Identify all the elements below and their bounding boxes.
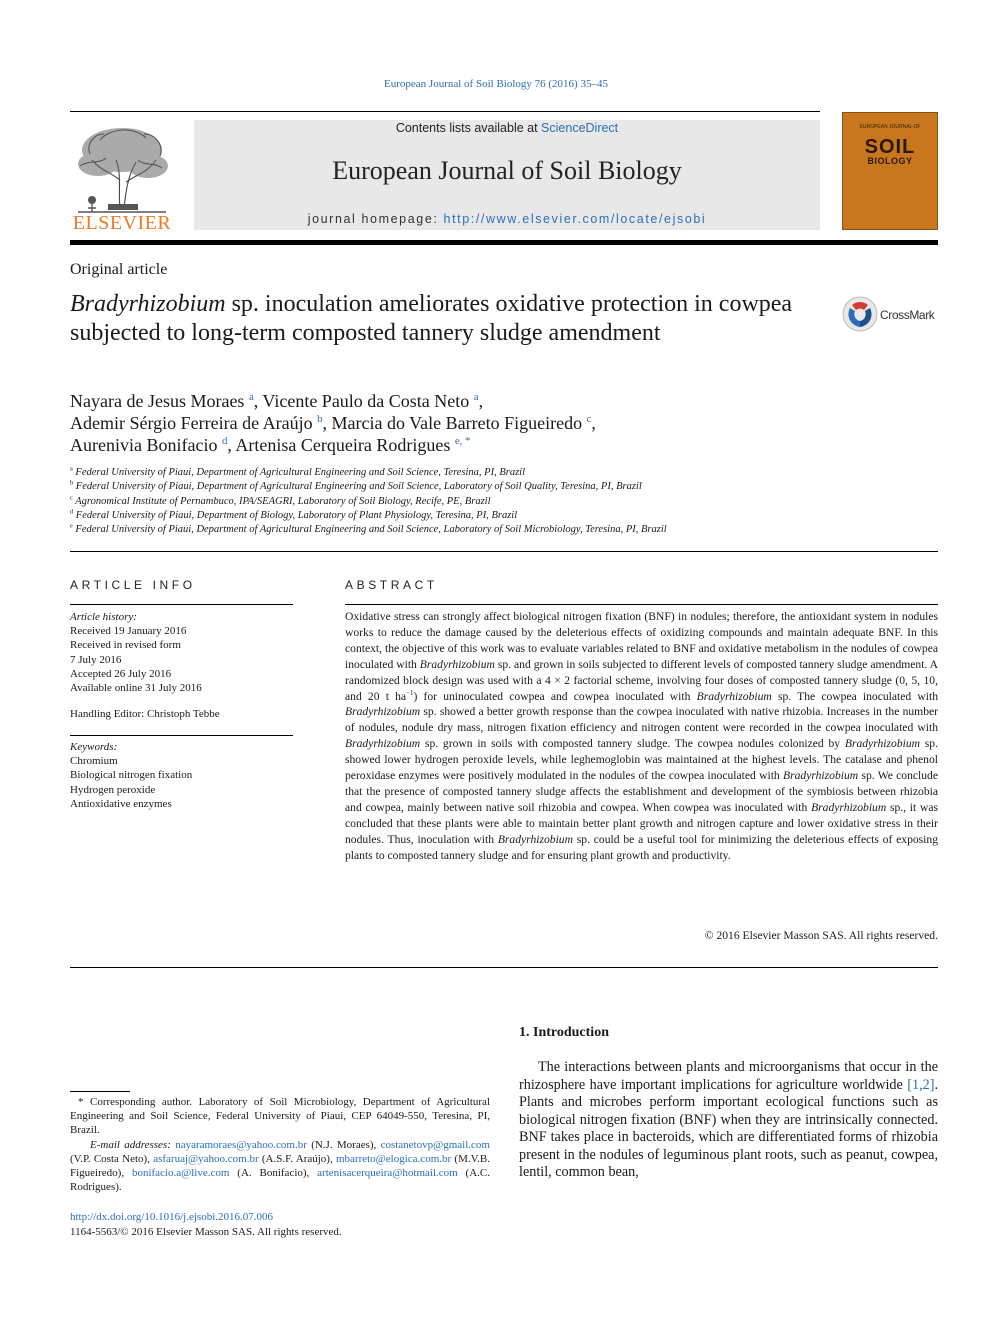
author-name[interactable]: Nayara de Jesus Moraes	[70, 391, 245, 411]
author-list	[70, 390, 810, 456]
email-owner: (N.J. Moraes),	[306, 1138, 381, 1151]
abstract-heading: ABSTRACT	[345, 578, 438, 592]
intro-segment: The interactions between plants and microorganisms that occur in the rhizosphere have important implications for agriculture worldwide	[519, 1059, 938, 1093]
citation-link[interactable]: [1,2]	[907, 1076, 935, 1093]
corresponding-author-footnote	[70, 1095, 490, 1194]
author-separator: ,	[478, 391, 484, 411]
keywords-rule	[70, 735, 293, 736]
history-item: Accepted 26 July 2016	[70, 667, 172, 680]
author-name[interactable]: Vicente Paulo da Costa Neto	[262, 391, 470, 411]
article-history	[70, 610, 293, 695]
abstract-copyright: © 2016 Elsevier Masson SAS. All rights reserved.	[704, 929, 938, 942]
email-link[interactable]: artenisacerqueira@hotmail.com	[317, 1167, 458, 1180]
abstract-genus: Bradyrhizobium	[811, 800, 887, 814]
author-separator: ,	[322, 413, 332, 433]
article-type: Original article	[70, 261, 168, 278]
affiliation-text: Federal University of Piaui, Department of Agricultural Engineering and Soil Science, Teresina, PI, Brazil	[75, 467, 526, 478]
abstract-segment: sp. showed a better growth response than the cowpea inoculated with native rhizobia. Increases in the number of nodules, nodule dry mass, nitrogen fixation efficiency and nitrogen content were recorded in the cowpea inoculated with	[345, 705, 938, 735]
cover-subtitle: BIOLOGY	[867, 156, 913, 166]
keyword-item: Chromium	[70, 755, 118, 768]
doi-link[interactable]: http://dx.doi.org/10.1016/j.ejsobi.2016.07.006	[70, 1211, 273, 1223]
abstract-genus: Bradyrhizobium	[497, 832, 573, 846]
author-affiliation-mark[interactable]: b	[317, 413, 323, 425]
author-affiliation-mark[interactable]: d	[221, 435, 228, 447]
author-affiliation-mark[interactable]: a	[248, 391, 254, 403]
journal-reference-link[interactable]: European Journal of Soil Biology 76 (2016) 35–45	[384, 78, 608, 90]
email-owner: (A.C. Rodrigues).	[70, 1167, 491, 1194]
handling-editor: Handling Editor: Christoph Tebbe	[70, 708, 220, 720]
abstract-segment: sp. We conclude that the presence of composted tannery sludge affects the establishment and development of the symbiosis between rhizobia and cowpea, mainly between native soil rhizobia and cowpea. When cowpea was inoculated with	[345, 769, 939, 814]
affiliation-text: Federal University of Piaui, Department of Biology, Laboratory of Plant Physiology, Teresina, PI, Brazil	[75, 509, 518, 521]
abstract-segment: sp. and grown in soils subjected to different levels of composted tannery sludge amendment. A randomized block design was used with a 4 × 2 factorial scheme, involving four doses of composted tannery sludge (0, 5, 10, and 20 t ha	[345, 657, 938, 703]
email-link[interactable]: costanetovp@gmail.com	[380, 1138, 490, 1151]
affiliation-item	[70, 466, 930, 480]
email-owner: (A.S.F. Araújo),	[258, 1152, 336, 1165]
sciencedirect-link[interactable]: ScienceDirect	[541, 121, 619, 135]
title-genus: Bradyrhizobium	[70, 291, 226, 317]
homepage-link[interactable]: http://www.elsevier.com/locate/ejsobi	[443, 212, 707, 226]
affiliations	[70, 466, 930, 537]
email-link[interactable]: mbarreto@elogica.com.br	[335, 1152, 452, 1165]
abstract-rule	[345, 604, 938, 605]
section-rule	[70, 551, 938, 552]
history-item: Received 19 January 2016	[70, 625, 187, 638]
introduction-text	[519, 1059, 938, 1182]
footnote-star: *	[78, 1096, 90, 1108]
history-item: Available online 31 July 2016	[70, 682, 202, 695]
author-affiliation-mark[interactable]: c	[586, 413, 592, 425]
journal-title: European Journal of Soil Biology	[332, 156, 682, 185]
email-label: E-mail addresses:	[90, 1138, 171, 1151]
history-item: 7 July 2016	[70, 653, 122, 666]
affiliation-text: Federal University of Piaui, Department of Agricultural Engineering and Soil Science, Laboratory of Soil Microbiology, Teresina, PI, Brazil	[75, 524, 667, 536]
abstract-segment: sp. showed lower hydrogen peroxide levels, while leghemoglobin was maintained at the highest levels. The catalase and phenol peroxidase enzymes were positively modulated in the nodules of the cowpea inoculated with	[345, 737, 938, 783]
crossmark-label[interactable]: CrossMark	[880, 308, 935, 322]
abstract-genus: Bradyrhizobium	[345, 705, 421, 719]
keywords	[70, 740, 293, 811]
history-item: Received in revised form	[70, 639, 181, 652]
abstract-genus: Bradyrhizobium	[696, 689, 772, 703]
keywords-label: Keywords:	[70, 741, 118, 753]
article-title	[70, 290, 810, 348]
history-label: Article history:	[70, 611, 137, 623]
cover-title: SOIL	[864, 136, 916, 158]
abstract-segment: Oxidative stress can strongly affect biological nitrogen fixation (BNF) in nodules; therefore, the antioxidant system in nodules works to reduce the damage caused by the deleterious effects of oxidizing compounds and maintain adequate BNF. In this context, the objective of this work was to evaluate variables related to BNF and oxidative metabolism in the nodules of cowpea inoculated with	[345, 610, 938, 671]
abstract-genus: Bradyrhizobium	[345, 737, 421, 751]
author-affiliation-mark[interactable]: a	[473, 391, 479, 403]
abstract-genus: Bradyrhizobium	[419, 657, 495, 671]
affiliation-text: Federal University of Piaui, Department of Agricultural Engineering and Soil Science, Laboratory of Soil Quality, Teresina, PI, Brazil	[75, 481, 642, 493]
masthead-thick-rule	[70, 240, 938, 245]
affiliation-mark: a	[70, 465, 73, 473]
email-owner: (V.P. Costa Neto),	[70, 1152, 154, 1165]
affiliation-item	[70, 480, 930, 494]
abstract-segment: sp., it was concluded that these plants were able to maintain better plant growth and nitrogen capture and lower oxidative stress in their nodules. Thus, inoculation with	[345, 800, 938, 846]
abstract-segment: sp. could be a useful tool for minimizing the deleterious effects of exposing plants to composted tannery sludge and for ensuring plant growth and productivity.	[345, 832, 938, 862]
unit-exponent: −1	[406, 688, 414, 697]
abstract-segment: sp. The cowpea inoculated with	[771, 689, 938, 703]
abstract-segment: sp. grown in soils with composted tannery sludge. The cowpea nodules colonized by	[420, 737, 845, 751]
affiliation-item	[70, 495, 930, 509]
body-rule	[70, 967, 938, 968]
email-link[interactable]: asfaruaj@yahoo.com.br	[153, 1152, 259, 1165]
author-name[interactable]: Aurenivia Bonifacio	[70, 435, 218, 455]
abstract-genus: Bradyrhizobium	[783, 769, 859, 783]
abstract-text	[345, 609, 938, 864]
issn-line: 1164-5563/© 2016 Elsevier Masson SAS. All rights reserved.	[70, 1226, 342, 1238]
email-owner: (A. Bonifacio),	[229, 1167, 318, 1180]
crossmark-icon[interactable]	[842, 296, 878, 332]
corresponding-author-note	[70, 1095, 490, 1138]
intro-segment: . Plants and microbes perform important ecological functions such as biological nitrogen fixation (BNF) when they are intrinsically connected. BNF takes place in bacteroids, which are differentiated forms of rhizobia present in the nodules of leguminous plant roots, such as peanut, cowpea, lentil, common bean,	[519, 1076, 938, 1180]
abstract-segment: ) for uninoculated cowpea and cowpea inoculated with	[413, 689, 697, 703]
article-info-heading: ARTICLE INFO	[70, 578, 196, 592]
affiliation-mark: e	[70, 522, 73, 530]
author-separator: ,	[591, 413, 596, 433]
header-rule	[70, 111, 820, 112]
introduction-heading: 1. Introduction	[519, 1025, 609, 1040]
author-separator: ,	[227, 435, 236, 455]
keyword-item: Hydrogen peroxide	[70, 783, 156, 796]
affiliation-text: Agronomical Institute of Pernambuco, IPA/SEAGRI, Laboratory of Soil Biology, Recife, PE, Brazil	[75, 495, 491, 507]
author-separator: ,	[253, 391, 263, 411]
keyword-item: Antioxidative enzymes	[70, 797, 172, 810]
contents-prefix: Contents lists available at	[395, 121, 542, 135]
corresponding-author-text: Corresponding author. Laboratory of Soil Microbiology, Department of Agricultural Engineering and Soil Science, Federal University of Piaui, CEP 64049-550, Teresina, PI, Brazil.	[70, 1096, 490, 1137]
homepage-label: journal homepage:	[307, 212, 444, 226]
affiliation-mark: c	[70, 494, 73, 502]
journal-homepage-line	[194, 212, 820, 226]
title-rest: sp. inoculation ameliorates oxidative protection in cowpea subjected to long-term composted tannery sludge amendment	[70, 291, 793, 346]
email-addresses	[70, 1138, 490, 1195]
contents-line	[194, 121, 820, 135]
keyword-item: Biological nitrogen fixation	[70, 769, 193, 782]
affiliation-item	[70, 509, 930, 523]
affiliation-item	[70, 523, 930, 537]
author-name[interactable]: Ademir Sérgio Ferreira de Araújo	[70, 413, 313, 433]
email-owner: (M.V.B. Figueiredo),	[70, 1152, 490, 1180]
affiliation-mark: d	[70, 508, 74, 516]
author-affiliation-mark[interactable]: e, *	[454, 435, 471, 447]
author-name[interactable]: Marcia do Vale Barreto Figueiredo	[331, 413, 583, 433]
article-info-rule	[70, 604, 293, 605]
publisher-name: ELSEVIER	[72, 212, 172, 234]
abstract-genus: Bradyrhizobium	[844, 737, 921, 751]
cover-top-text: EUROPEAN JOURNAL OF	[859, 124, 921, 130]
author-name[interactable]: Artenisa Cerqueira Rodrigues	[235, 435, 451, 455]
email-link[interactable]: nayaramoraes@yahoo.com.br	[175, 1138, 307, 1151]
footnote-rule	[70, 1091, 130, 1092]
email-link[interactable]: bonifacio.a@live.com	[131, 1167, 230, 1180]
affiliation-mark: b	[70, 479, 74, 487]
